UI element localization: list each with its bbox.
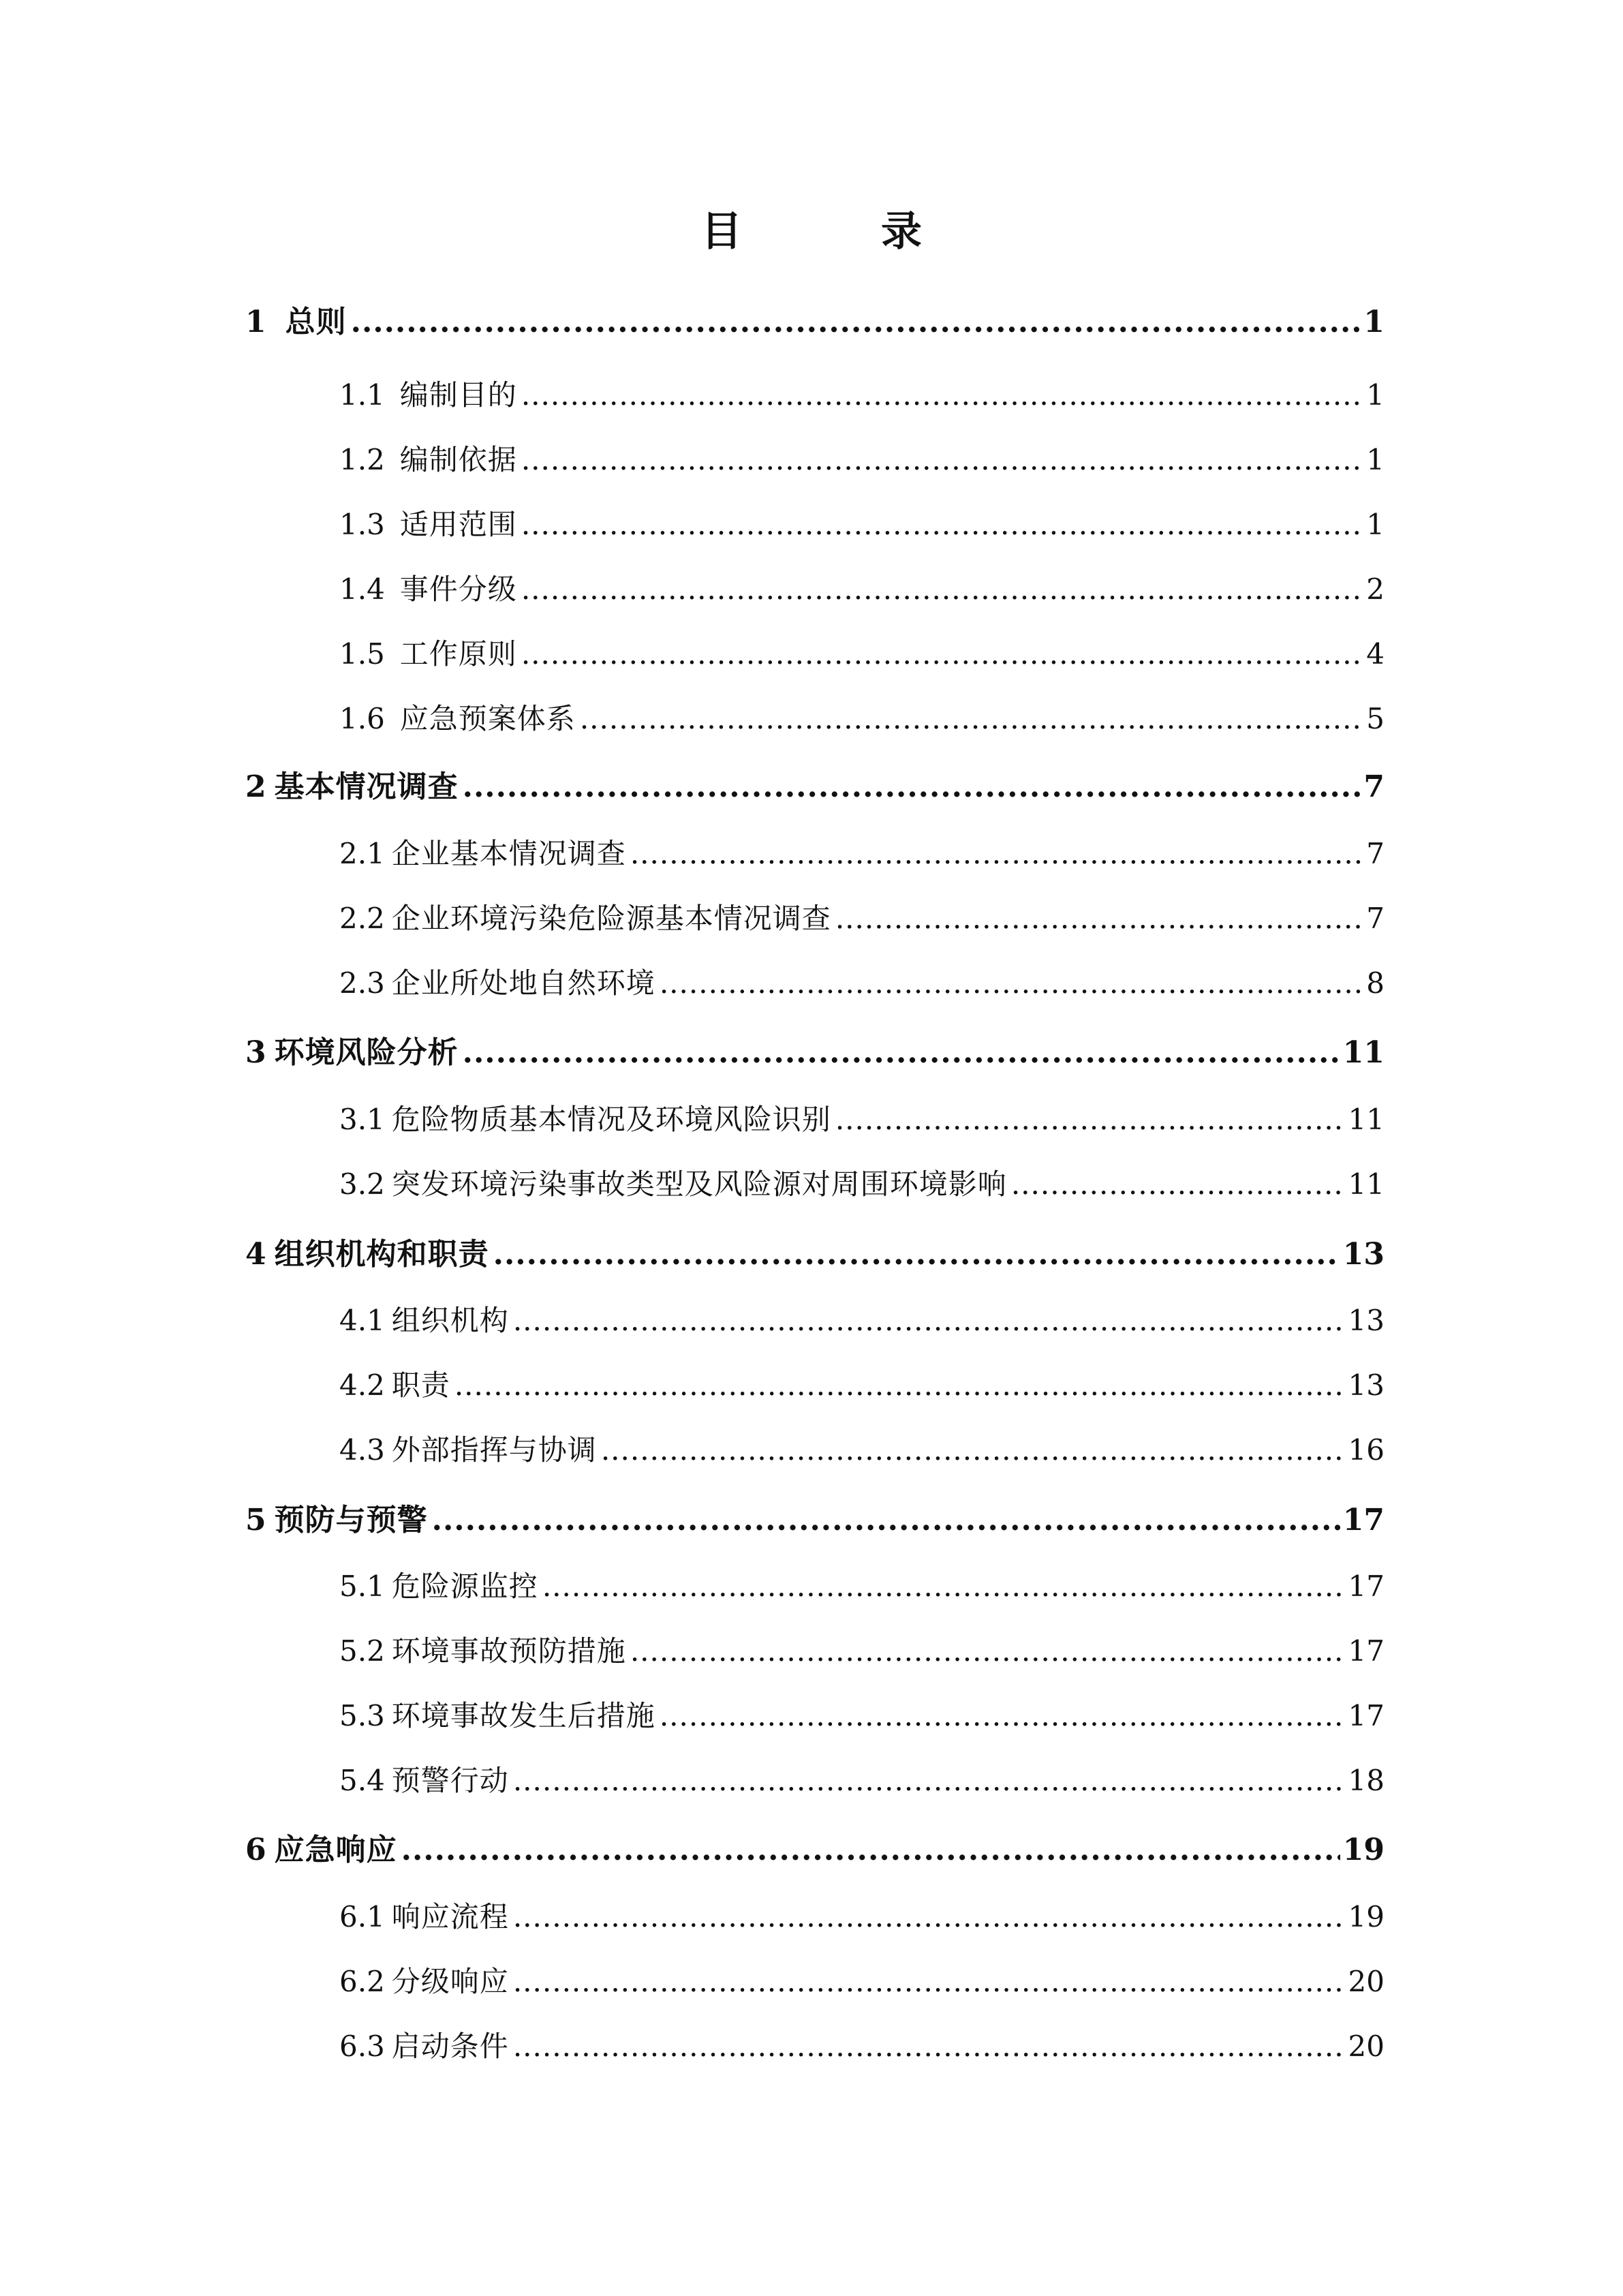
toc-page-number: 8 — [1366, 966, 1385, 1000]
toc-page-number: 18 — [1348, 1764, 1385, 1797]
toc-subsection-4-3[interactable] — [339, 1426, 1385, 1474]
toc-subsection-6-1[interactable] — [339, 1893, 1385, 1941]
toc-page-number: 19 — [1342, 1833, 1385, 1867]
toc-page-number: 13 — [1348, 1368, 1385, 1402]
toc-page-number: 7 — [1366, 902, 1385, 935]
toc-subsection-number: 6.2 — [339, 1965, 385, 1998]
toc-subsection-number: 2.3 — [339, 966, 385, 1000]
toc-subsection-number: 5.2 — [339, 1634, 385, 1668]
toc-subsection-title: 响应流程 — [391, 1900, 509, 1933]
toc-leader-dots — [521, 436, 1363, 484]
toc-subsection-title: 外部指挥与协调 — [391, 1433, 597, 1467]
toc-subsection-title: 预警行动 — [391, 1764, 509, 1797]
toc-page-number: 7 — [1366, 837, 1385, 870]
toc-leader-dots — [454, 1362, 1346, 1409]
toc-subsection-number: 4.2 — [339, 1368, 385, 1402]
toc-subsection-6-3[interactable] — [339, 2023, 1385, 2070]
toc-leader-dots — [1011, 1161, 1346, 1208]
toc-section-5[interactable] — [245, 1497, 1385, 1544]
toc-subsection-title: 企业所处地自然环境 — [391, 966, 655, 1000]
toc-subsection-number: 5.3 — [339, 1699, 385, 1732]
toc-subsection-title: 职责 — [391, 1368, 450, 1402]
toc-subsection-3-1[interactable] — [339, 1096, 1385, 1144]
toc-leader-dots — [521, 371, 1363, 419]
toc-subsection-title: 环境事故发生后措施 — [391, 1699, 655, 1732]
toc-subsection-title: 分级响应 — [391, 1965, 509, 1998]
toc-subsection-title: 组织机构 — [391, 1304, 509, 1337]
toc-subsection-number: 6.3 — [339, 2030, 385, 2063]
toc-leader-dots — [630, 1627, 1346, 1675]
toc-subsection-title: 企业基本情况调查 — [391, 837, 626, 870]
toc-leader-dots — [835, 1096, 1346, 1144]
toc-section-title: 预防与预警 — [274, 1503, 428, 1537]
toc-leader-dots — [835, 895, 1363, 943]
toc-subsection-number: 1.5 — [339, 637, 385, 671]
toc-subsection-number: 1.3 — [339, 508, 385, 541]
toc-subsection-1-6[interactable] — [339, 695, 1385, 743]
toc-section-title: 环境风险分析 — [274, 1035, 459, 1070]
toc-subsection-number: 3.1 — [339, 1103, 385, 1136]
toc-page-number: 17 — [1348, 1634, 1385, 1668]
toc-subsection-title: 启动条件 — [391, 2030, 509, 2063]
toc-leader-dots — [432, 1497, 1340, 1544]
toc-leader-dots — [630, 830, 1363, 878]
toc-subsection-number: 5.4 — [339, 1764, 385, 1797]
toc-leader-dots — [513, 1757, 1346, 1805]
toc-leader-dots — [660, 960, 1363, 1007]
table-of-contents — [245, 0, 1385, 2296]
toc-subsection-1-1[interactable] — [339, 371, 1385, 419]
toc-subsection-number: 1.6 — [339, 702, 385, 735]
toc-subsection-title: 危险物质基本情况及环境风险识别 — [391, 1103, 831, 1136]
toc-section-3[interactable] — [245, 1029, 1385, 1077]
toc-subsection-title: 编制依据 — [399, 443, 517, 476]
toc-subsection-title: 应急预案体系 — [399, 702, 576, 735]
toc-page-number: 13 — [1342, 1237, 1385, 1272]
toc-leader-dots — [351, 299, 1361, 346]
toc-page-number: 1 — [1366, 443, 1385, 476]
toc-section-number: 6 — [245, 1833, 266, 1867]
toc-leader-dots — [513, 1297, 1346, 1345]
toc-subsection-1-3[interactable] — [339, 501, 1385, 549]
toc-section-number: 5 — [245, 1503, 266, 1537]
toc-subsection-number: 5.1 — [339, 1570, 385, 1603]
toc-section-title: 基本情况调查 — [274, 769, 459, 804]
toc-subsection-number: 1.2 — [339, 443, 385, 476]
toc-subsection-1-2[interactable] — [339, 436, 1385, 484]
toc-leader-dots — [463, 1029, 1340, 1077]
toc-subsection-3-2[interactable] — [339, 1161, 1385, 1208]
toc-leader-dots — [513, 2023, 1346, 2070]
toc-page-number: 16 — [1348, 1433, 1385, 1467]
toc-subsection-5-2[interactable] — [339, 1627, 1385, 1675]
toc-leader-dots — [521, 566, 1363, 613]
toc-page-number: 7 — [1363, 769, 1385, 804]
toc-subsection-4-2[interactable] — [339, 1362, 1385, 1409]
toc-subsection-2-1[interactable] — [339, 830, 1385, 878]
toc-subsection-number: 6.1 — [339, 1900, 385, 1933]
page-title: 目 录 — [701, 208, 971, 256]
toc-page-number: 2 — [1366, 572, 1385, 606]
toc-subsection-4-1[interactable] — [339, 1297, 1385, 1345]
toc-leader-dots — [513, 1958, 1346, 2006]
toc-leader-dots — [521, 501, 1363, 549]
toc-page-number: 20 — [1348, 2030, 1385, 2063]
toc-page-number: 11 — [1342, 1035, 1385, 1070]
toc-section-title: 应急响应 — [274, 1833, 397, 1867]
toc-subsection-1-5[interactable] — [339, 630, 1385, 678]
toc-section-number: 1 — [245, 305, 266, 339]
toc-page-number: 19 — [1348, 1900, 1385, 1933]
toc-subsection-2-3[interactable] — [339, 960, 1385, 1007]
toc-leader-dots — [601, 1426, 1346, 1474]
toc-subsection-number: 2.2 — [339, 902, 385, 935]
toc-subsection-6-2[interactable] — [339, 1958, 1385, 2006]
toc-section-number: 2 — [245, 769, 266, 804]
toc-subsection-number: 1.4 — [339, 572, 385, 606]
toc-leader-dots — [401, 1826, 1340, 1874]
toc-subsection-number: 4.3 — [339, 1433, 385, 1467]
toc-subsection-title: 事件分级 — [399, 572, 517, 606]
toc-subsection-title: 适用范围 — [399, 508, 517, 541]
toc-subsection-title: 编制目的 — [399, 378, 517, 412]
toc-subsection-5-3[interactable] — [339, 1692, 1385, 1740]
toc-subsection-title: 工作原则 — [399, 637, 517, 671]
toc-leader-dots — [463, 763, 1361, 811]
toc-leader-dots — [521, 630, 1363, 678]
toc-subsection-title: 危险源监控 — [391, 1570, 538, 1603]
toc-page-number: 4 — [1366, 637, 1385, 671]
toc-subsection-1-4[interactable] — [339, 566, 1385, 613]
toc-subsection-number: 2.1 — [339, 837, 385, 870]
toc-page-number: 20 — [1348, 1965, 1385, 1998]
toc-section-4[interactable] — [245, 1231, 1385, 1279]
toc-leader-dots — [513, 1893, 1346, 1941]
toc-leader-dots — [493, 1231, 1340, 1279]
toc-section-1[interactable] — [245, 299, 1385, 346]
toc-page-number: 17 — [1342, 1503, 1385, 1537]
toc-page-number: 17 — [1348, 1570, 1385, 1603]
toc-section-title: 总则 — [285, 305, 347, 339]
toc-subsection-5-1[interactable] — [339, 1563, 1385, 1610]
toc-subsection-title: 突发环境污染事故类型及风险源对周围环境影响 — [391, 1167, 1007, 1201]
toc-page-number: 1 — [1366, 508, 1385, 541]
toc-section-number: 4 — [245, 1237, 266, 1272]
toc-section-2[interactable] — [245, 763, 1385, 811]
toc-subsection-2-2[interactable] — [339, 895, 1385, 943]
toc-subsection-title: 企业环境污染危险源基本情况调查 — [391, 902, 831, 935]
toc-subsection-title: 环境事故预防措施 — [391, 1634, 626, 1668]
toc-subsection-number: 4.1 — [339, 1304, 385, 1337]
toc-page-number: 1 — [1366, 378, 1385, 412]
toc-subsection-number: 3.2 — [339, 1167, 385, 1201]
toc-leader-dots — [660, 1692, 1346, 1740]
toc-subsection-number: 1.1 — [339, 378, 385, 412]
toc-section-title: 组织机构和职责 — [274, 1237, 489, 1272]
toc-page-number: 1 — [1363, 305, 1385, 339]
toc-page-number: 11 — [1348, 1167, 1385, 1201]
toc-section-6[interactable] — [245, 1826, 1385, 1874]
toc-page-number: 11 — [1348, 1103, 1385, 1136]
toc-page-number: 17 — [1348, 1699, 1385, 1732]
toc-leader-dots — [542, 1563, 1346, 1610]
toc-page-number: 13 — [1348, 1304, 1385, 1337]
toc-leader-dots — [580, 695, 1363, 743]
toc-page-number: 5 — [1366, 702, 1385, 735]
toc-subsection-5-4[interactable] — [339, 1757, 1385, 1805]
toc-section-number: 3 — [245, 1035, 266, 1070]
